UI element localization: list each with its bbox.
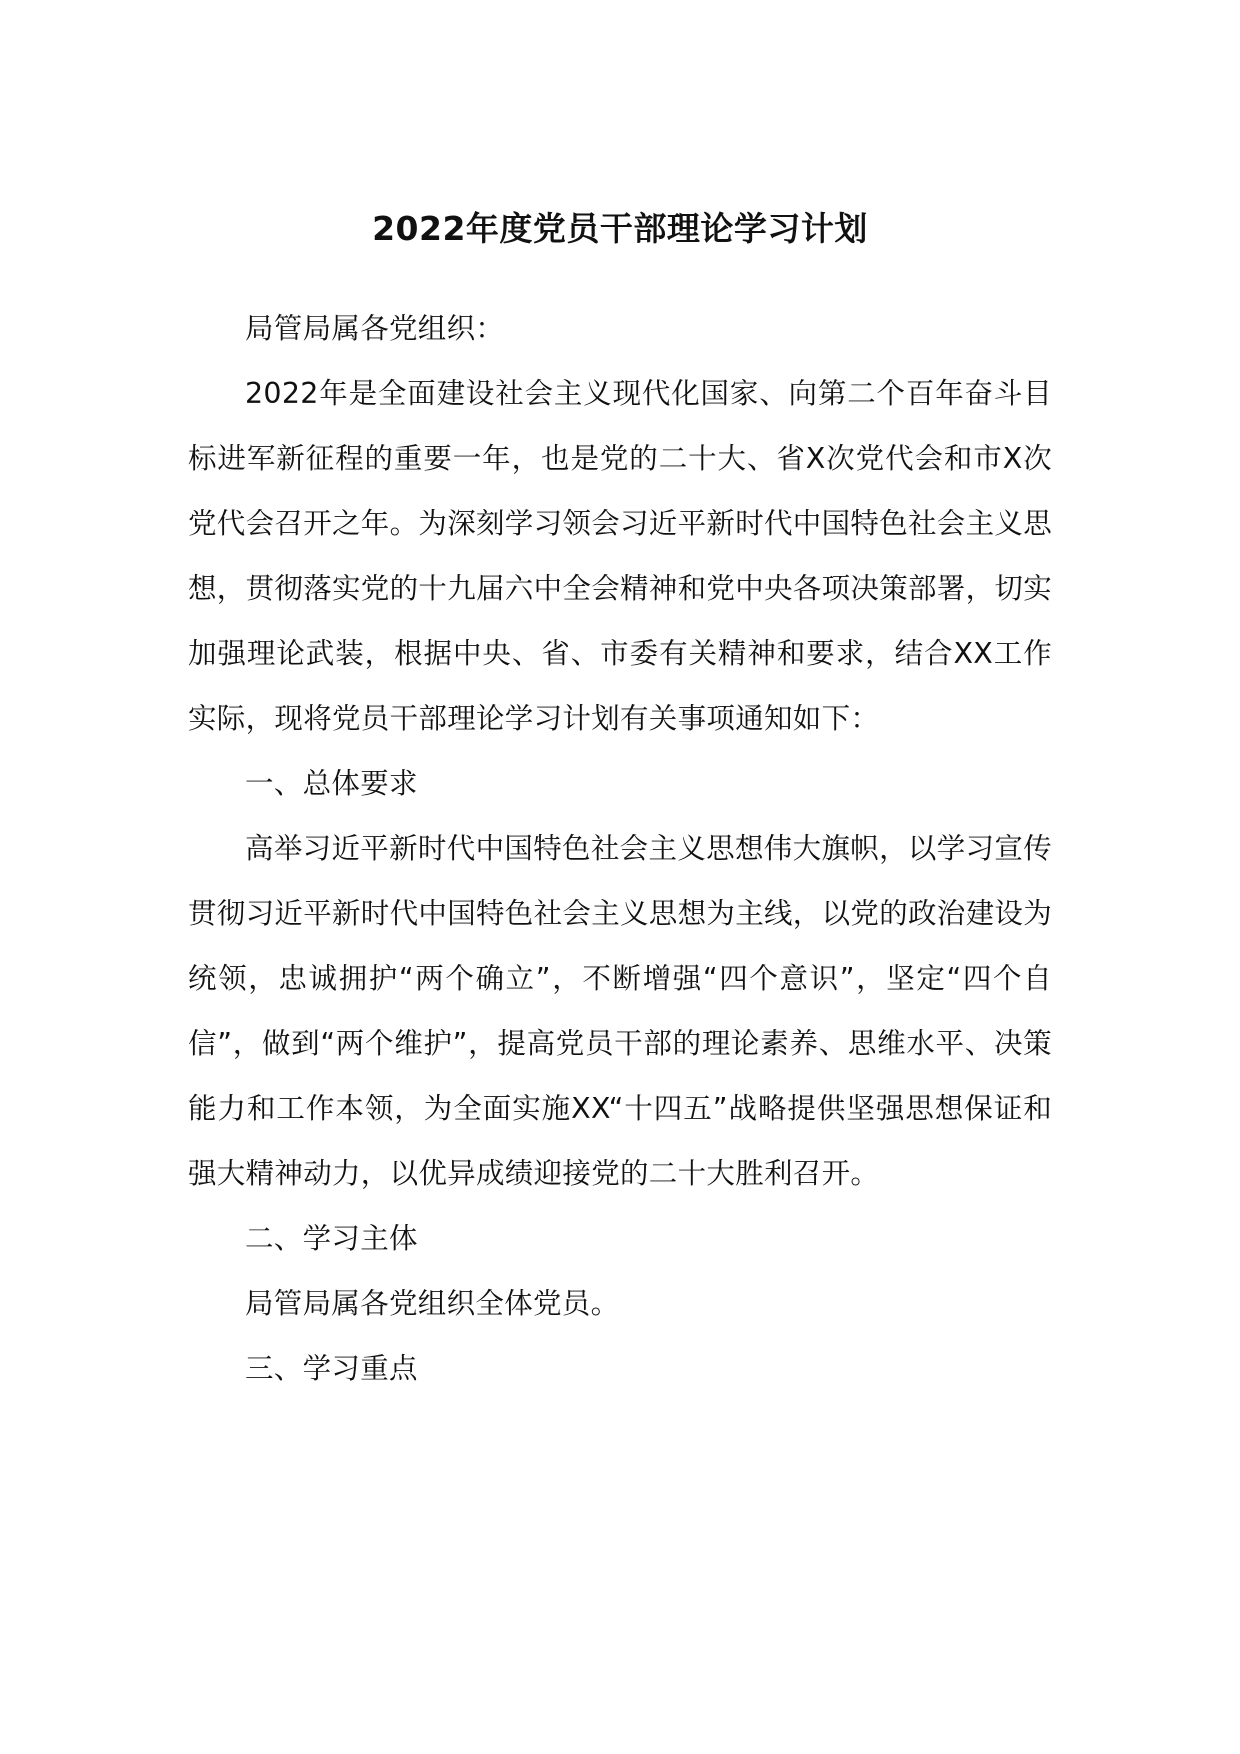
intro-paragraph: 2022年是全面建设社会主义现代化国家、向第二个百年奋斗目标进军新征程的重要一年，也是党的二十大、省X次党代会和市X次党代会召开之年。为深刻学习领会习近平新时代中国特色社会主义思想，贯彻落实党的十九届六中全会精神和党中央各项决策部署，切实加强理论武装，根据中央、省、市委有关精神和要求，结合XX工作实际，现将党员干部理论学习计划有关事项通知如下：: [188, 377, 1053, 735]
salutation-paragraph: 局管局属各党组织：: [245, 312, 505, 345]
document-title: 2022年度党员干部理论学习计划: [372, 209, 868, 248]
section-heading-overall-requirements: 一、总体要求: [245, 767, 418, 800]
section-heading-study-subjects: 二、学习主体: [245, 1222, 418, 1255]
overall-requirements-paragraph: 高举习近平新时代中国特色社会主义思想伟大旗帜，以学习宣传贯彻习近平新时代中国特色社会主义思想为主线，以党的政治建设为统领，忠诚拥护“两个确立”，不断增强“四个意识”，坚定“四个自信”，做到“两个维护”，提高党员干部的理论素养、思维水平、决策能力和工作本领，为全面实施XX“十四五”战略提供坚强思想保证和强大精神动力，以优异成绩迎接党的二十大胜利召开。: [188, 832, 1053, 1190]
document-body: [188, 296, 1052, 1401]
study-subjects-paragraph: 局管局属各党组织全体党员。: [245, 1287, 620, 1320]
section-heading-study-focus: 三、学习重点: [245, 1352, 418, 1385]
